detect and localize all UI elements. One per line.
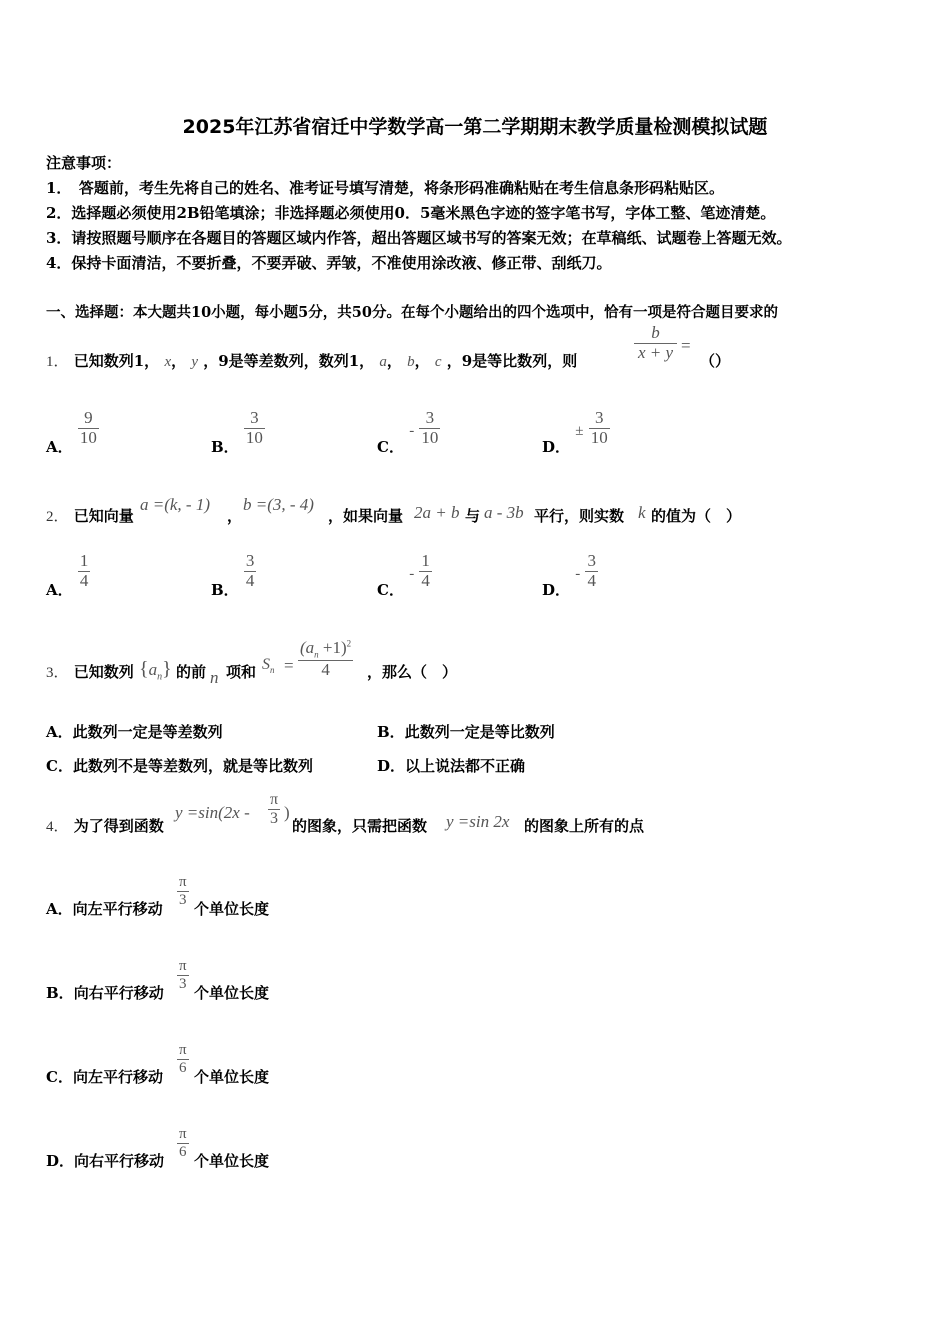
var-k: k: [638, 503, 646, 522]
option-pre: 向右平行移动: [74, 1152, 165, 1170]
fraction-denominator: 3: [268, 809, 280, 828]
q1-option-c[interactable]: [377, 409, 440, 457]
option-label: D．: [542, 581, 571, 599]
fraction-numerator: π: [179, 874, 187, 890]
q2-option-b[interactable]: [211, 552, 256, 600]
function-1: [175, 803, 250, 823]
q4-option-a[interactable]: [46, 898, 163, 919]
fraction-numerator: 3: [587, 551, 596, 570]
q3-text-1: 已知数列: [73, 663, 134, 681]
q3-option-b[interactable]: [377, 721, 555, 742]
question-2: [46, 505, 134, 526]
q1-equals: =: [681, 336, 691, 355]
option-label: B．: [211, 581, 239, 599]
q3-option-d[interactable]: [377, 755, 525, 776]
sum-symbol: S: [262, 656, 270, 673]
q2-option-a[interactable]: [46, 552, 90, 600]
option-label: B．: [211, 438, 239, 456]
option-text: 此数列不是等差数列，就是等比数列: [72, 757, 313, 775]
option-label: B．: [377, 723, 405, 741]
q1-text-2: ，9是等差数列，数列1，: [203, 352, 375, 370]
q3-text-4: ，那么（ ）: [367, 663, 458, 681]
fraction-denominator: 10: [421, 427, 439, 447]
fraction-denominator: 3: [177, 891, 189, 909]
option-text: 以上说法都不正确: [405, 757, 526, 775]
question-number: 2．: [46, 509, 69, 525]
q2-text-4: 平行，则实数: [534, 507, 625, 525]
q1-fraction: [634, 324, 677, 362]
vector-b: b =(3, - 4): [243, 495, 314, 514]
question-number: 4．: [46, 819, 69, 835]
var-c: c: [434, 354, 442, 370]
fraction-numerator: π: [179, 958, 187, 974]
notice-item-4: 4．保持卡面清洁，不要折叠，不要弄破、弄皱，不准使用涂改液、修正带、刮纸刀。: [46, 254, 612, 272]
option-label: C．: [377, 581, 404, 599]
var-x: x: [164, 354, 172, 370]
seq-symbol: a: [148, 660, 158, 679]
option-post: 个单位长度: [194, 1152, 270, 1170]
q4-text-3: 的图象上所有的点: [524, 817, 645, 835]
q3-text-3: 项和: [226, 663, 257, 681]
option-post: 个单位长度: [194, 900, 270, 918]
q4-option-d[interactable]: [46, 1150, 164, 1171]
option-label: C．: [46, 757, 73, 775]
fraction-denominator: 10: [245, 427, 263, 447]
var-a: a: [379, 354, 387, 370]
q2-text-3: 与: [465, 507, 481, 525]
q4-option-c[interactable]: [46, 1066, 163, 1087]
q3-equals: =: [284, 656, 294, 675]
q4-text-1: 为了得到函数: [73, 817, 164, 835]
fraction-numerator: 1: [421, 551, 430, 570]
option-label: A．: [46, 581, 73, 599]
q4-option-b[interactable]: [46, 982, 164, 1003]
minus-sign: -: [409, 566, 415, 582]
question-1: 1． 已知数列1， x， y ，9是等差数列，数列1， a， b， c ，9是等比数列，则: [46, 352, 578, 370]
option-pre: 向右平行移动: [73, 984, 164, 1002]
var-b: b: [407, 354, 415, 370]
q1-option-d[interactable]: [542, 409, 610, 457]
option-post: 个单位长度: [194, 1068, 270, 1086]
q2-text-2: ，如果向量: [328, 507, 404, 525]
option-pre: 向左平行移动: [72, 1068, 163, 1086]
page-title: 2025年江苏省宿迁中学数学高一第二学期期末教学质量检测模拟试题: [182, 116, 768, 138]
option-pre: 向左平行移动: [72, 900, 163, 918]
q2-text-1: 已知向量: [73, 507, 134, 525]
fraction-denominator: 4: [298, 660, 353, 680]
notice-heading: 注意事项：: [46, 154, 122, 172]
option-post: 个单位长度: [194, 984, 270, 1002]
option-label: D．: [46, 1152, 75, 1170]
fraction-num-open: (a: [300, 638, 315, 657]
q3-fraction: [298, 639, 353, 680]
q4-option-d-fraction: [177, 1126, 189, 1160]
q1-text-3: ，9是等比数列，则: [446, 352, 578, 370]
function-1-fraction: [268, 791, 280, 827]
option-label: D．: [377, 757, 406, 775]
question-number: 1．: [46, 354, 69, 370]
fraction-numerator: 1: [79, 551, 89, 570]
seq-subscript: n: [157, 671, 163, 683]
fraction-numerator: b: [651, 323, 660, 342]
option-label: A．: [46, 900, 73, 918]
q4-option-c-fraction: [177, 1042, 189, 1076]
function-2: y =sin 2x: [446, 812, 510, 831]
q3-option-c[interactable]: [46, 755, 313, 776]
option-text: 此数列一定是等比数列: [404, 723, 555, 741]
fraction-numerator: 3: [245, 551, 255, 570]
section-heading: 一、选择题：本大题共10小题，每小题5分，共50分。在每个小题给出的四个选项中，恰有一项是符合题目要求的: [46, 304, 778, 321]
fraction-numerator: 3: [425, 408, 435, 427]
var-y: y: [191, 354, 199, 370]
q3-option-a[interactable]: [46, 721, 223, 742]
fraction-numerator: π: [179, 1042, 187, 1058]
function-1-close: ): [284, 803, 290, 822]
notice-item-2: 2．选择题必须使用2B铅笔填涂；非选择题必须使用0．5毫米黑色字迹的签字笔书写，字体工整、笔迹清楚。: [46, 204, 776, 222]
notice-item-1: 1． 答题前，考生先将自己的姓名、准考证号填写清楚，将条形码准确粘贴在考生信息条形码粘贴区。: [46, 179, 724, 197]
question-3: [46, 661, 134, 682]
fraction-denominator: 6: [177, 1059, 189, 1077]
q1-option-b[interactable]: [211, 409, 265, 457]
fraction-numerator: 3: [250, 408, 259, 427]
expr-a-minus-3b: a - 3b: [484, 503, 524, 522]
option-text: 此数列一定是等差数列: [72, 723, 223, 741]
expr-2a-plus-b: 2a + b: [414, 503, 460, 522]
q2-option-d[interactable]: [542, 552, 598, 600]
fraction-denominator: 10: [79, 427, 97, 447]
question-4: [46, 815, 164, 836]
q4-option-b-fraction: [177, 958, 189, 992]
fraction-denominator: 4: [79, 570, 89, 590]
fraction-numerator: π: [270, 791, 279, 808]
q1-text-1: 已知数列1，: [73, 352, 160, 370]
fraction-num-rest: +1): [318, 638, 347, 657]
fraction-num-sup: 2: [346, 638, 352, 649]
sum-Sn: [262, 656, 275, 675]
function-1-prefix: y =sin(2x -: [175, 803, 250, 822]
fraction-denominator: 6: [177, 1143, 189, 1161]
fraction-num-sub: n: [314, 649, 319, 660]
option-label: B．: [46, 984, 74, 1002]
fraction-denominator: 4: [245, 570, 255, 590]
fraction-denominator: 10: [590, 427, 608, 447]
fraction-denominator: x + y: [634, 343, 677, 363]
option-label: D．: [542, 438, 571, 456]
option-label: A．: [46, 438, 73, 456]
q2-text-5: 的值为（ ）: [651, 507, 742, 525]
vector-a: a =(k, - 1): [140, 495, 211, 514]
fraction-numerator: 9: [84, 408, 93, 427]
fraction-denominator: 3: [177, 975, 189, 993]
q1-option-a[interactable]: [46, 409, 99, 457]
comma: ，: [227, 507, 243, 525]
fraction-numerator: π: [179, 1126, 187, 1142]
fraction-denominator: 4: [587, 570, 596, 590]
q4-text-2: 的图象，只需把函数: [292, 817, 428, 835]
notice-item-3: 3．请按照题号顺序在各题目的答题区域内作答，超出答题区域书写的答案无效；在草稿纸、试题卷上答题无效。: [46, 229, 792, 247]
q3-text-2: 的前: [176, 663, 207, 681]
minus-sign: -: [575, 566, 581, 582]
option-label: C．: [46, 1068, 73, 1086]
sequence-an: $\{a_n\}$: [139, 658, 172, 683]
minus-sign: -: [409, 423, 415, 439]
plus-minus-sign: ±: [575, 423, 584, 439]
sum-subscript: n: [270, 665, 275, 676]
q1-paren: （）: [700, 352, 731, 370]
var-n: n: [210, 668, 219, 687]
option-label: C．: [377, 438, 404, 456]
q2-option-c[interactable]: [377, 552, 432, 600]
fraction-denominator: 4: [421, 570, 430, 590]
q4-option-a-fraction: [177, 874, 189, 908]
fraction-numerator: 3: [594, 408, 604, 427]
option-label: A．: [46, 723, 73, 741]
question-number: 3．: [46, 665, 69, 681]
